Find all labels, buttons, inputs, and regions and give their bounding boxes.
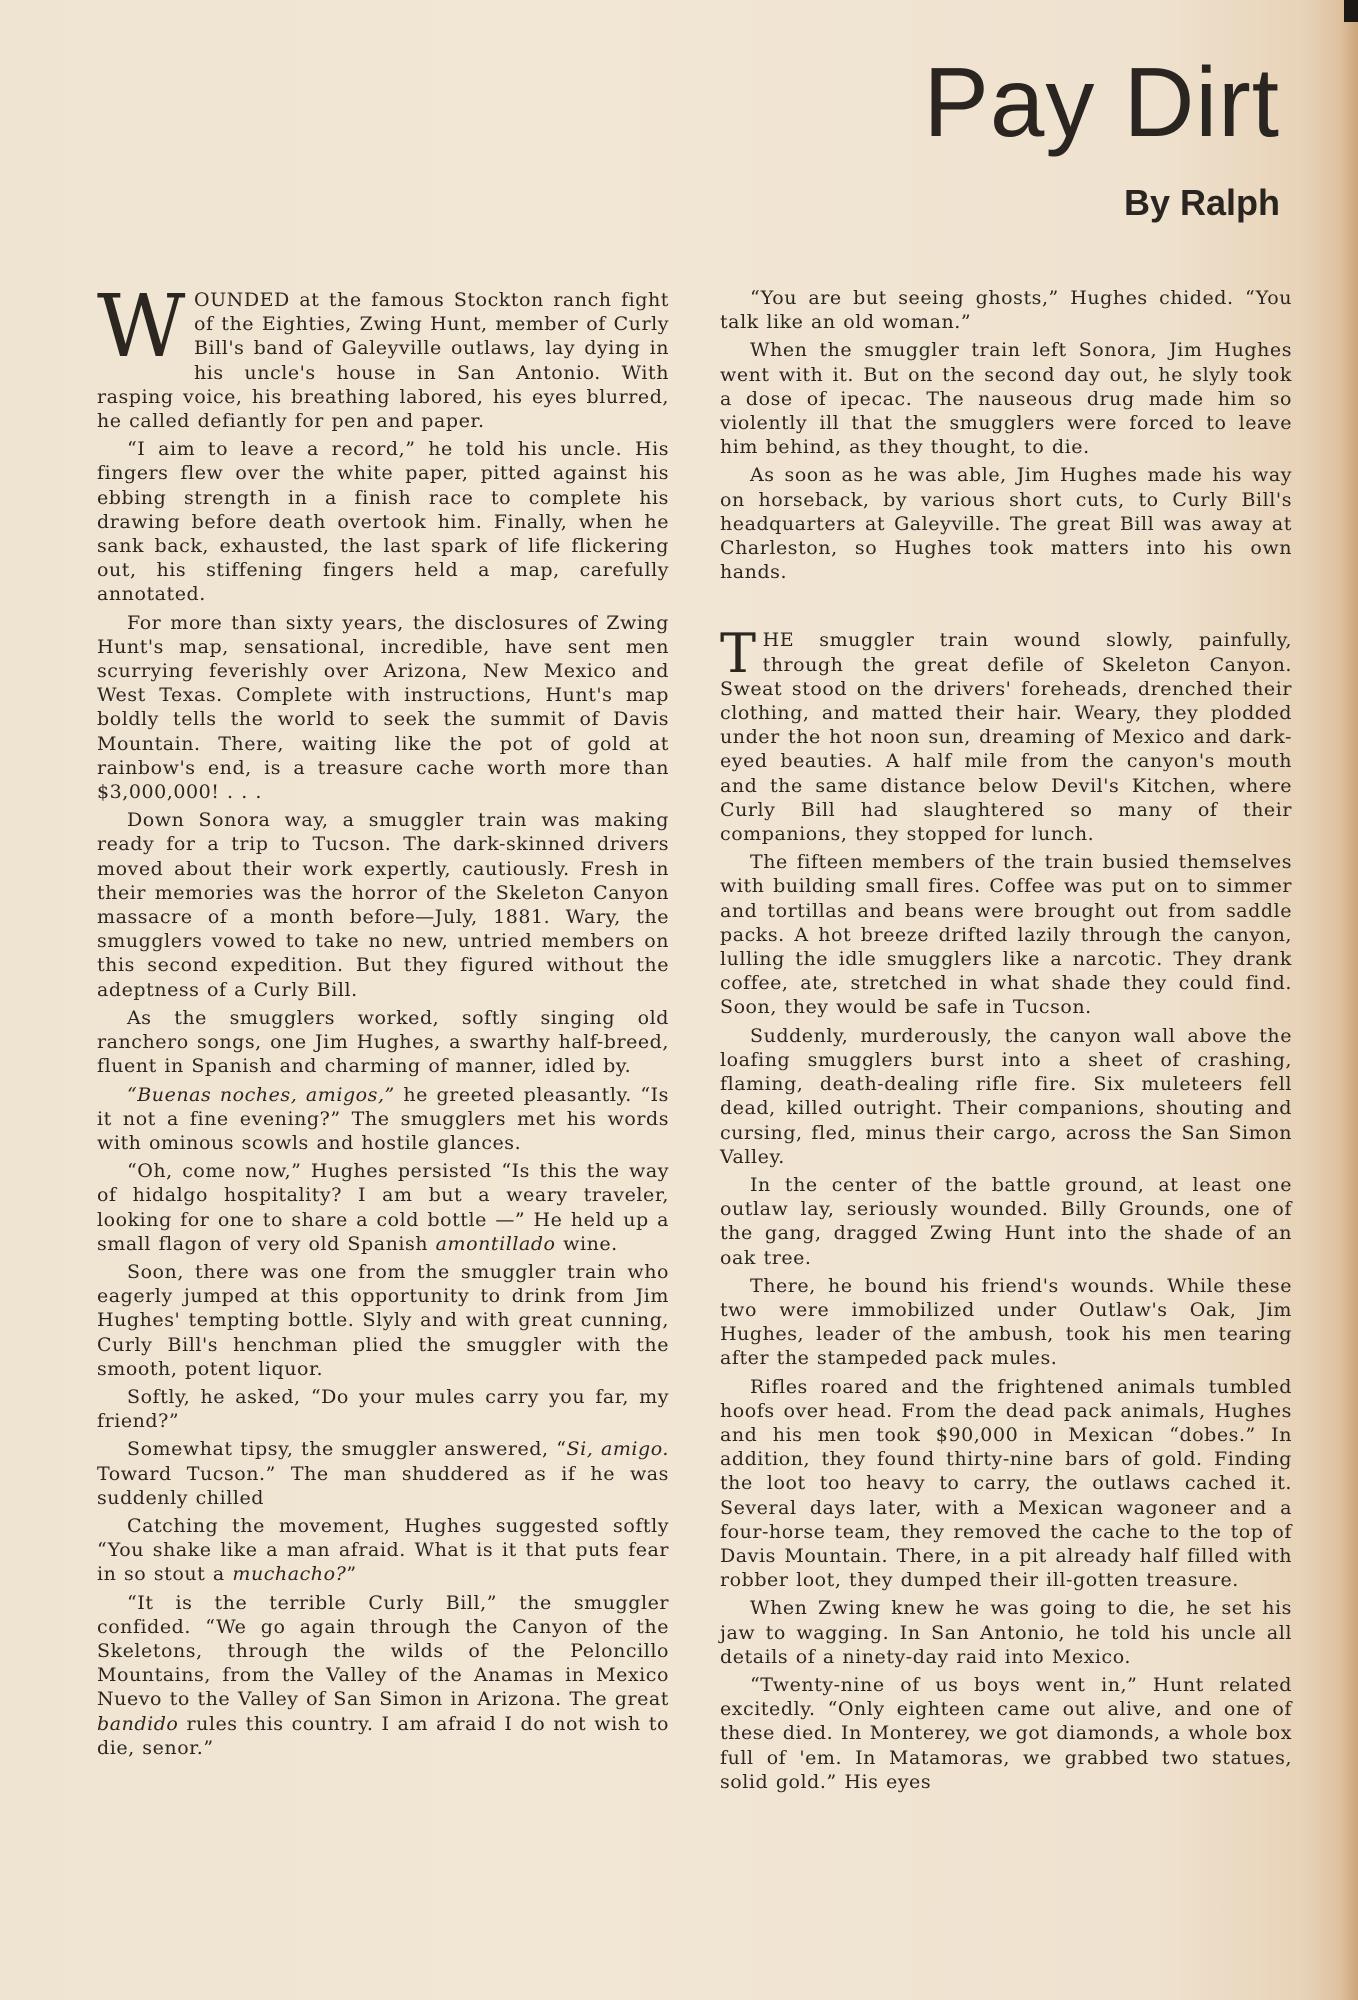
drop-cap: T [720, 622, 757, 686]
paragraph-text: Toward Tucson.” The man shuddered as if he was suddenly chilled [97, 1462, 669, 1509]
paragraph-text: Somewhat tipsy, the smuggler answered, “ [127, 1438, 567, 1461]
paragraph: As soon as he was able, Jim Hughes made his way on horseback, by various short cuts, to Curly Bill's headquarters at Galeyville. The great Bill was away at Charleston, so Hughes took matters into his own hands. [720, 464, 1292, 584]
article-byline: By Ralph [1123, 182, 1280, 223]
paragraph-text: OUNDED at the famous Stockton ranch fight of the Eighties, Zwing Hunt, member of Curly Bill's band of Galeyville outlaws, lay dying in his uncle's house in San Antonio. With rasping voice, his breathing labored, his eyes blurred, he called defiantly for pen and paper. [97, 289, 669, 433]
paragraph: The fifteen members of the train busied themselves with building small fires. Coffee was put on to simmer and tortillas and beans were brought out from saddle packs. A hot breeze drifted lazily through the canyon, lulling the idle smugglers like a narcotic. They drank coffee, ate, stretched in what shade they could find. Soon, they would be safe in Tucson. [720, 851, 1292, 1019]
section-break [720, 588, 1292, 628]
paragraph-text: HE smuggler train wound slowly, painfully, through the great defile of Skeleton Canyon. Sweat stood on the drivers' foreheads, drenched their clothing, and matted their hair. Weary, they plodded under the hot noon sun, dreaming of Mexico and dark-eyed beauties. A half mile from the canyon's mouth and the same distance below Devil's Kitchen, where Curly Bill had slaughtered so many of their companions, they stopped for lunch. [720, 629, 1292, 846]
paragraph: “I aim to leave a record,” he told his uncle. His fingers flew over the white paper, pitted against his ebbing strength in a finish race to complete his drawing before death overtook him. Finally, when he sank back, exhausted, the last spark of life flickering out, his stiffening fingers held a map, carefully annotated. [97, 438, 669, 606]
paragraph: Down Sonora way, a smuggler train was making ready for a trip to Tucson. The dark-skinned drivers moved about their work expertly, cautiously. Fresh in their memories was the horror of the Skeleton Canyon massacre of a month before—July, 1881. Wary, the smugglers vowed to take no new, untried members on this second expedition. But they figured without the adeptness of a Curly Bill. [97, 809, 669, 1001]
paragraph [97, 1083, 669, 1156]
paragraph-text: “It is the terrible Curly Bill,” the smuggler confided. “We go again through the Canyon of the Skeletons, through the wilds of the Peloncillo Mountains, from the Valley of the Anamas in Mexico Nuevo to the Valley of San Simon in Arizona. The great [97, 1591, 669, 1711]
paragraph [97, 1159, 669, 1256]
italic-text: amontillado [435, 1232, 556, 1255]
paragraph: For more than sixty years, the disclosures of Zwing Hunt's map, sensational, incredible, have sent men scurrying feverishly over Arizona, New Mexico and West Texas. Complete with instructions, Hunt's map boldly tells the world to seek the summit of Davis Mountain. There, waiting like the pot of gold at rainbow's end, is a treasure cache worth more than $3,000,000! . . . [97, 611, 669, 804]
paragraph-text: Catching the movement, Hughes suggested softly “You shake like a man afraid. What is it that puts fear in so stout a [97, 1514, 669, 1586]
paragraph-text: he greeted pleasantly. “Is it not a fine evening?” The smugglers met his words with ominous scowls and hostile glances. [97, 1083, 669, 1154]
paragraph: Rifles roared and the frightened animals tumbled hoofs over head. From the dead pack animals, Hughes and his men took $90,000 in Mexican “dobes.” In addition, they found thirty-nine bars of gold. Finding the loot too heavy to carry, the outlaws cached it. Several days later, with a Mexican wagoneer and a four-horse team, they removed the cache to the top of Davis Mountain. There, in a pit already half filled with robber loot, they dumped their ill-gotten treasure. [720, 1375, 1292, 1592]
paragraph [97, 1514, 669, 1587]
right-column [720, 286, 1292, 1798]
paragraph [720, 622, 1292, 846]
paragraph: Softly, he asked, “Do your mules carry you far, my friend?” [97, 1385, 669, 1433]
italic-text: muchacho? [232, 1563, 347, 1586]
paragraph: As the smugglers worked, softly singing old ranchero songs, one Jim Hughes, a swarthy half-breed, fluent in Spanish and charming of manner, idled by. [97, 1006, 669, 1078]
paragraph [97, 1437, 669, 1510]
paragraph-text: wine. [555, 1232, 618, 1255]
page-edge-shading [1340, 0, 1358, 2000]
paragraph: When Zwing knew he was going to die, he set his jaw to wagging. In San Antonio, he told his uncle all details of a ninety-day raid into Mexico. [720, 1597, 1292, 1668]
italic-text: “Buenas noches, amigos,” [127, 1083, 395, 1106]
paragraph: When the smuggler train left Sonora, Jim Hughes went with it. But on the second day out, he slyly took a dose of ipecac. The nauseous drug made him so violently ill that the smugglers were forced to leave him behind, as they thought, to die. [720, 339, 1292, 459]
italic-text: bandido [97, 1712, 179, 1735]
paragraph-text: “Oh, come now,” Hughes persisted “Is this the way of hidalgo hospitality? I am but a weary traveler, looking for one to share a cold bottle —” He held up a small flagon of very old Spanish [97, 1160, 669, 1255]
drop-cap: W [97, 277, 186, 377]
paragraph-text: rules this country. I am afraid I do not wish to die, senor.” [97, 1712, 669, 1759]
paragraph: There, he bound his friend's wounds. While these two were immobilized under Outlaw's Oak, Jim Hughes, leader of the ambush, took his men tearing after the stampeded pack mules. [720, 1274, 1292, 1370]
paragraph: Suddenly, murderously, the canyon wall above the loafing smugglers burst into a sheet of crashing, flaming, death-dealing rifle fire. Six muleteers fell dead, killed outright. Their companions, shouting and cursing, fled, minus their cargo, across the San Simon Valley. [720, 1024, 1292, 1168]
left-column [97, 277, 669, 1764]
paragraph [97, 277, 669, 433]
paragraph: “You are but seeing ghosts,” Hughes chided. “You talk like an old woman.” [720, 287, 1292, 334]
paragraph-text: ” [346, 1563, 357, 1586]
italic-text: Si, amigo. [566, 1438, 669, 1461]
article-title: Pay Dirt [923, 47, 1280, 157]
paragraph [97, 1591, 669, 1760]
paragraph: Soon, there was one from the smuggler train who eagerly jumped at this opportunity to drink from Jim Hughes' tempting bottle. Slyly and with great cunning, Curly Bill's henchman plied the smuggler with the smooth, potent liquor. [97, 1260, 669, 1380]
paragraph: In the center of the battle ground, at least one outlaw lay, seriously wounded. Billy Grounds, one of the gang, dragged Zwing Hunt into the shade of an oak tree. [720, 1173, 1292, 1269]
paragraph: “Twenty-nine of us boys went in,” Hunt related excitedly. “Only eighteen came out alive, and one of these died. In Monterey, we got diamonds, a whole box full of 'em. In Matamoras, we grabbed two statues, solid gold.” His eyes [720, 1673, 1292, 1793]
page-corner-mark [1344, 0, 1358, 22]
